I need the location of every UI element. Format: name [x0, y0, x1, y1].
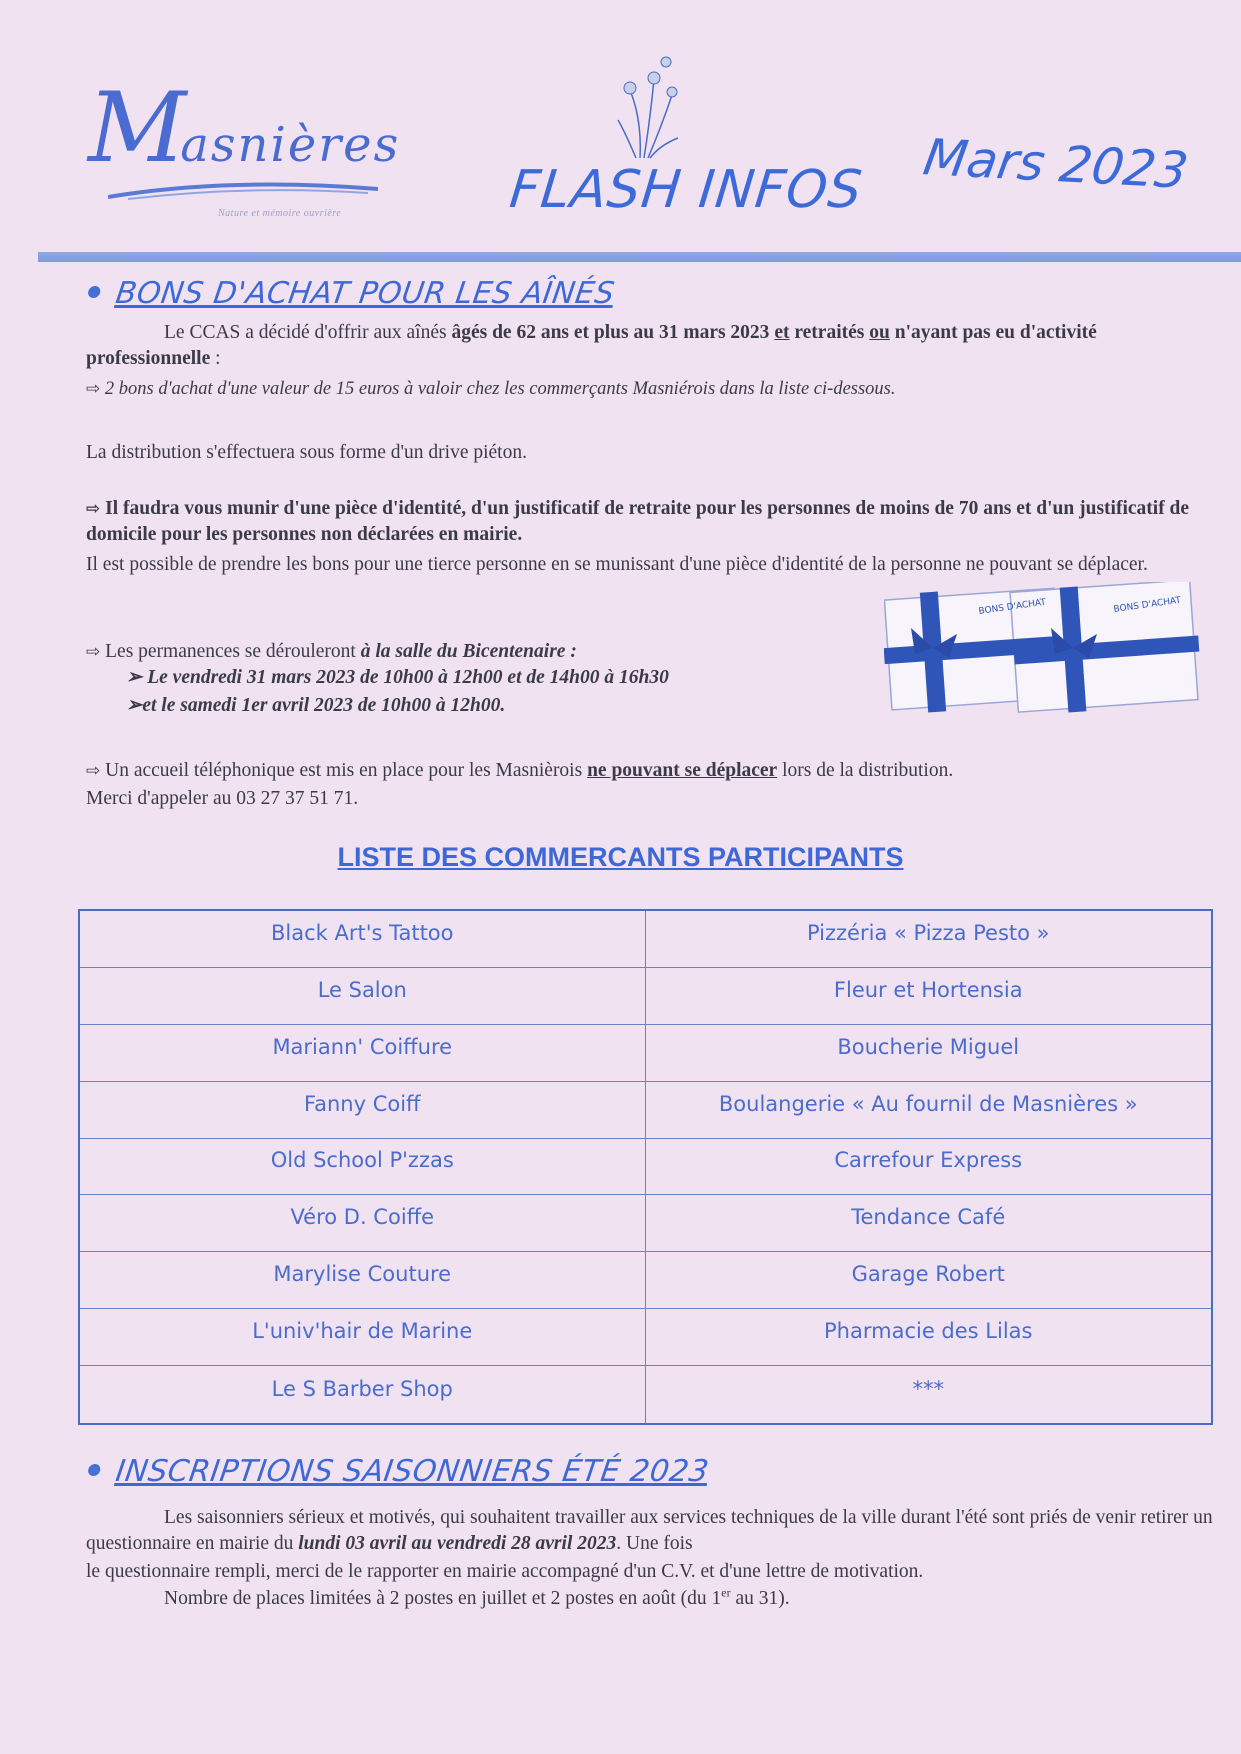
arrow-right-icon: ⇨: [86, 379, 101, 399]
gift-vouchers-image: [884, 582, 1204, 732]
arrow-right-icon: ⇨: [86, 761, 101, 781]
paragraph-ccas: Le CCAS a décidé d'offrir aux aînés âgés de 62 ans et plus au 31 mars 2023 et retraités ou n'ayant pas eu d'activité professionnelle :: [86, 322, 1097, 369]
shops-table: [78, 909, 1213, 1425]
permanence-friday: ➢ Le vendredi 31 mars 2023 de 10h00 à 12h00 et de 14h00 à 16h30: [126, 667, 669, 688]
shop-cell: Le S Barber Shop: [80, 1366, 646, 1423]
logo-wordmark: Masnières: [88, 72, 401, 184]
shop-cell: Boulangerie « Au fournil de Masnières »: [646, 1082, 1212, 1139]
shop-cell: Fleur et Hortensia: [646, 968, 1212, 1025]
shop-cell: Tendance Café: [646, 1195, 1212, 1252]
arrow-right-icon: ⇨: [86, 642, 101, 662]
paragraph-places: Nombre de places limitées à 2 postes en juillet et 2 postes en août (du 1er au 31).: [164, 1585, 790, 1609]
arrowhead-icon: ➢: [126, 695, 143, 716]
bullet-icon: [87, 1464, 101, 1476]
paragraph-questionnaire: le questionnaire rempli, merci de le rapporter en mairie accompagné d'un C.V. et d'une lettre de motivation.: [86, 1561, 924, 1582]
paragraph-bons-value: ⇨ 2 bons d'achat d'une valeur de 15 euros à valoir chez les commerçants Masniérois dans la liste ci-dessous.: [86, 379, 896, 399]
logo-tagline: Nature et mémoire ouvrière: [218, 208, 342, 219]
paragraph-documents: ⇨ Il faudra vous munir d'une pièce d'identité, d'un justificatif de retraite pour les personnes de moins de 70 ans et d'un justificatif de domicile pour les personnes non déclarées en mairie.: [86, 498, 1190, 545]
permanence-saturday: ➢et le samedi 1er avril 2023 de 10h00 à 12h00.: [126, 695, 506, 716]
shop-cell: Mariann' Coiffure: [80, 1025, 646, 1082]
section-heading-bons-achat: BONS D'ACHAT POUR LES AÎNÉS: [86, 276, 617, 311]
shop-cell: Pizzéria « Pizza Pesto »: [646, 911, 1212, 968]
daffodil-flowers-icon: [610, 50, 690, 160]
logo-swoosh-icon: [108, 175, 378, 203]
svg-text:BONS D'ACHAT: BONS D'ACHAT: [1113, 595, 1182, 615]
header-divider: [38, 252, 1241, 262]
paragraph-permanences: ⇨ Les permanences se dérouleront à la salle du Bicentenaire :: [86, 641, 577, 662]
shop-cell: Le Salon: [80, 968, 646, 1025]
shop-cell: ***: [912, 1376, 944, 1401]
paragraph-distribution: La distribution s'effectuera sous forme d'un drive piéton.: [86, 442, 527, 463]
flash-infos-title: FLASH INFOS: [506, 160, 866, 220]
shop-cell: Marylise Couture: [80, 1252, 646, 1309]
bullet-icon: [87, 286, 101, 298]
paragraph-tierce-personne: Il est possible de prendre les bons pour une tierce personne en se munissant d'une pièce d'identité de la personne ne pouvant se déplacer.: [86, 554, 1148, 575]
issue-date: Mars 2023: [919, 128, 1192, 200]
shop-cell: Véro D. Coiffe: [80, 1195, 646, 1252]
section-heading-saisonniers: INSCRIPTIONS SAISONNIERS ÉTÉ 2023: [86, 1454, 712, 1489]
shop-cell: Garage Robert: [646, 1252, 1212, 1309]
shop-cell: Fanny Coiff: [80, 1082, 646, 1139]
paragraph-saisonniers: Les saisonniers sérieux et motivés, qui souhaitent travailler aux services techniques de la ville durant l'été sont priés de venir retirer un questionnaire en mairie du lundi 03 avril au vendredi 28 avril 2023. Une fois: [86, 1507, 1213, 1554]
arrow-right-icon: ⇨: [86, 499, 101, 519]
shop-cell: Pharmacie des Lilas: [646, 1309, 1212, 1366]
shop-cell: Boucherie Miguel: [646, 1025, 1212, 1082]
shop-cell: Old School P'zzas: [80, 1139, 646, 1196]
shop-cell: Carrefour Express: [646, 1139, 1212, 1196]
arrowhead-icon: ➢: [126, 667, 143, 688]
shop-cell: Black Art's Tattoo: [80, 911, 646, 968]
svg-text:BONS D'ACHAT: BONS D'ACHAT: [978, 597, 1047, 617]
shops-list-title: LISTE DES COMMERCANTS PARTICIPANTS: [337, 842, 904, 872]
shop-cell: L'univ'hair de Marine: [80, 1309, 646, 1366]
phone-number-line: Merci d'appeler au 03 27 37 51 71.: [86, 788, 359, 809]
masnieres-logo: [88, 40, 418, 219]
paragraph-accueil-telephonique: ⇨ Un accueil téléphonique est mis en place pour les Masnièrois ne pouvant se déplacer lors de la distribution.: [86, 760, 954, 781]
